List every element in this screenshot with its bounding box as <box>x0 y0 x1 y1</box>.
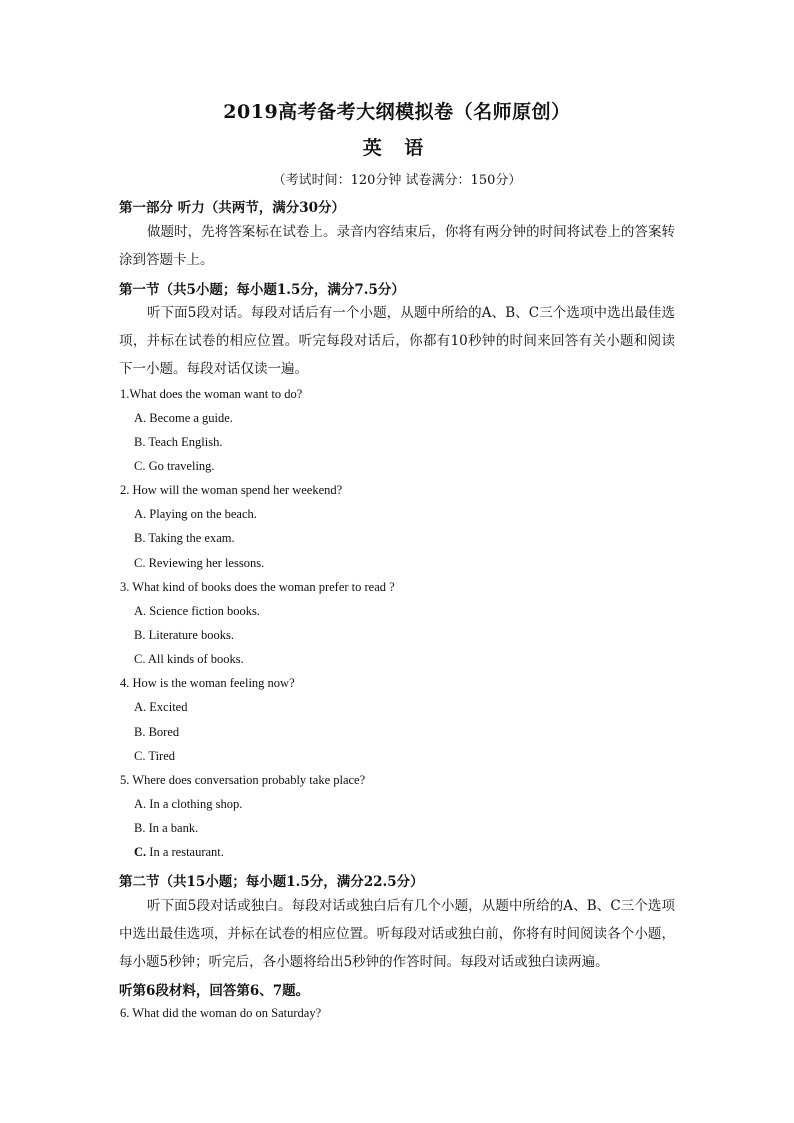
option-letter: A. <box>134 797 147 811</box>
option-text: Become a guide. <box>146 411 233 425</box>
question-2-stem: 2. How will the woman spend her weekend? <box>120 483 343 497</box>
option-text: In a clothing shop. <box>146 797 243 811</box>
question-5-stem: 5. Where does conversation probably take place? <box>120 773 366 787</box>
option-letter: A. <box>134 700 147 714</box>
option-letter: B. <box>134 628 146 642</box>
question-5-option-c <box>134 845 224 860</box>
option-letter: B. <box>134 821 146 835</box>
question-4-option-b <box>134 725 179 740</box>
question-4-option-c <box>134 749 175 764</box>
question-4-option-a <box>134 700 187 715</box>
option-text: All kinds of books. <box>145 652 244 666</box>
option-letter: C. <box>134 556 146 570</box>
part1-heading: 第一部分 听力（共两节，满分30分） <box>119 200 345 216</box>
option-letter: C. <box>134 845 147 859</box>
option-letter: A. <box>134 411 147 425</box>
option-text: Bored <box>145 725 180 739</box>
exam-info: （考试时间：120分钟 试卷满分：150分） <box>272 173 522 188</box>
question-5-option-a <box>134 797 242 812</box>
option-text: Taking the exam. <box>145 531 235 545</box>
option-text: Excited <box>146 700 188 714</box>
option-text: Reviewing her lessons. <box>145 556 265 570</box>
question-6-stem: 6. What did the woman do on Saturday? <box>120 1006 322 1020</box>
exam-title: 2019高考备考大纲模拟卷（名师原创） <box>223 101 571 123</box>
option-text: Tired <box>145 749 175 763</box>
subject-title: 英 语 <box>362 137 432 159</box>
option-letter: B. <box>134 531 146 545</box>
question-3-stem: 3. What kind of books does the woman prefer to read ? <box>120 580 395 594</box>
question-1-stem: 1.What does the woman want to do? <box>120 387 303 401</box>
option-text: Teach English. <box>145 435 223 449</box>
material-heading: 听第6段材料，回答第6、7题。 <box>119 983 310 999</box>
section1-instructions: 听下面5段对话。每段对话后有一个小题，从题中所给的A、B、C三个选项中选出最佳选项，并标在试卷的相应位置。听完每段对话后，你都有10秒钟的时间来回答有关小题和阅读下一小题。每段对话仅读一遍。 <box>119 305 675 377</box>
question-4-stem: 4. How is the woman feeling now? <box>120 676 295 690</box>
question-5-option-b <box>134 821 198 836</box>
section2-heading: 第二节（共15小题；每小题1.5分，满分22.5分） <box>119 874 424 890</box>
option-letter: C. <box>134 652 146 666</box>
option-text: In a bank. <box>145 821 199 835</box>
question-2-option-b <box>134 531 235 546</box>
option-letter: B. <box>134 725 146 739</box>
section1-heading: 第一节（共5小题；每小题1.5分，满分7.5分） <box>119 282 405 298</box>
question-3-option-a <box>134 604 260 619</box>
option-letter: B. <box>134 435 146 449</box>
question-2-option-c <box>134 556 264 571</box>
option-text: Science fiction books. <box>146 604 261 618</box>
option-letter: A. <box>134 507 147 521</box>
option-letter: C. <box>134 749 146 763</box>
option-text: Literature books. <box>145 628 234 642</box>
question-1-option-a <box>134 411 233 426</box>
section2-instructions: 听下面5段对话或独白。每段对话或独白后有几个小题，从题中所给的A、B、C三个选项中选出最佳选项，并标在试卷的相应位置。听每段对话或独白前，你将有时间阅读各个小题，每小题5秒钟；听完后，各小题将给出5秒钟的作答时间。每段对话或独白读两遍。 <box>119 898 675 970</box>
option-text: Go traveling. <box>145 459 215 473</box>
option-letter: C. <box>134 459 146 473</box>
question-2-option-a <box>134 507 257 522</box>
question-1-option-b <box>134 435 222 450</box>
option-letter: A. <box>134 604 147 618</box>
question-3-option-c <box>134 652 244 667</box>
part1-instructions: 做题时，先将答案标在试卷上。录音内容结束后，你将有两分钟的时间将试卷上的答案转涂到答题卡上。 <box>119 224 675 268</box>
option-text: Playing on the beach. <box>146 507 257 521</box>
option-text: In a restaurant. <box>146 845 224 859</box>
question-3-option-b <box>134 628 234 643</box>
question-1-option-c <box>134 459 215 474</box>
